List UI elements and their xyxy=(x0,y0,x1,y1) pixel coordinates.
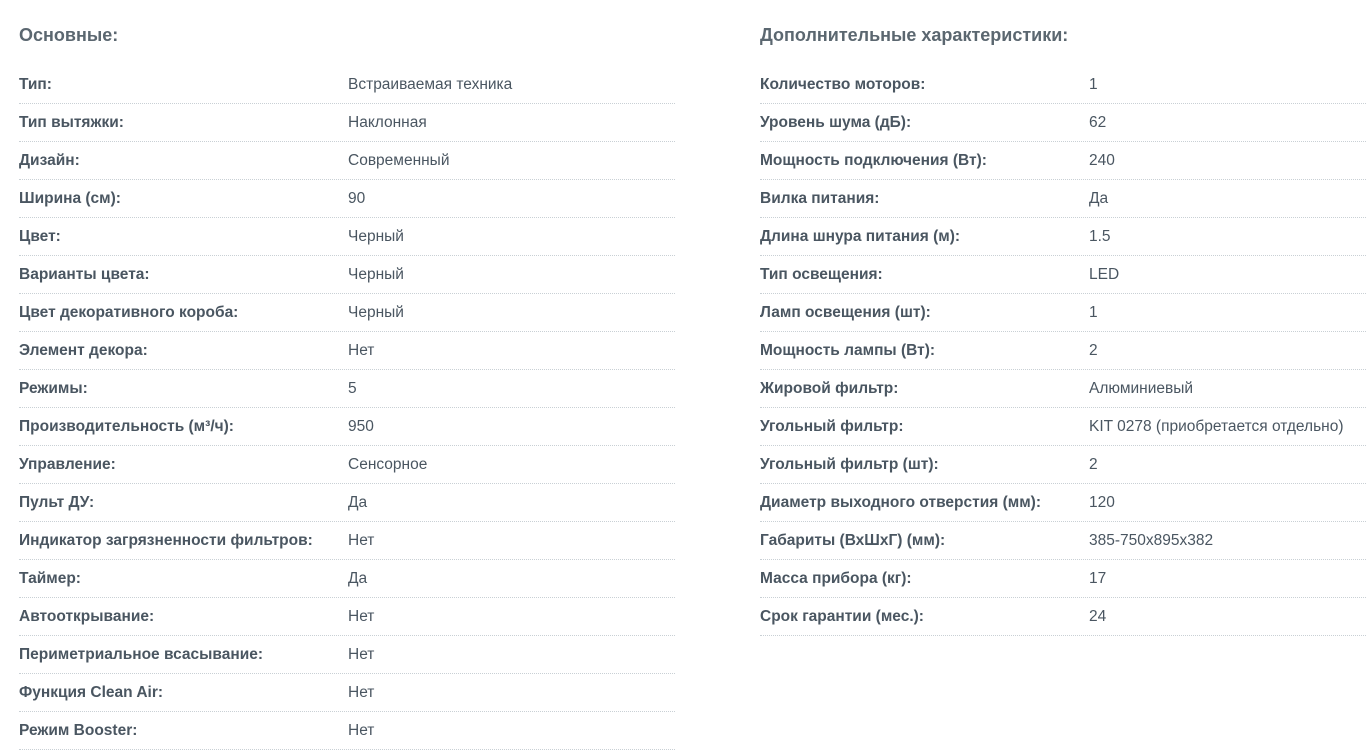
spec-value: 1 xyxy=(1089,75,1098,93)
spec-value: 240 xyxy=(1089,151,1115,169)
spec-label: Производительность (м³/ч): xyxy=(19,417,234,435)
spec-label: Уровень шума (дБ): xyxy=(760,113,912,131)
spec-row xyxy=(760,598,1366,636)
spec-value: 2 xyxy=(1089,341,1098,359)
spec-label: Функция Clean Air: xyxy=(19,683,164,701)
spec-label: Цвет декоративного короба: xyxy=(19,303,239,321)
spec-label: Угольный фильтр: xyxy=(760,417,904,435)
spec-row xyxy=(19,674,675,712)
spec-row xyxy=(19,560,675,598)
spec-row xyxy=(19,142,675,180)
spec-value: Алюминиевый xyxy=(1089,379,1194,397)
spec-value: Встраиваемая техника xyxy=(348,75,513,93)
spec-label: Тип освещения: xyxy=(760,265,883,283)
spec-row xyxy=(19,522,675,560)
spec-row xyxy=(760,218,1366,256)
spec-value: 385-750x895x382 xyxy=(1089,531,1214,549)
spec-value: Современный xyxy=(348,151,450,169)
spec-row xyxy=(760,332,1366,370)
spec-value: LED xyxy=(1089,265,1120,283)
spec-label: Мощность подключения (Вт): xyxy=(760,151,987,169)
spec-label: Ламп освещения (шт): xyxy=(760,303,931,321)
spec-label: Длина шнура питания (м): xyxy=(760,227,961,245)
extra-specs-title: Дополнительные характеристики: xyxy=(760,25,1069,45)
spec-label: Варианты цвета: xyxy=(19,265,150,283)
spec-label: Угольный фильтр (шт): xyxy=(760,455,939,473)
spec-label: Масса прибора (кг): xyxy=(760,569,912,587)
basic-specs-list xyxy=(19,66,675,750)
spec-value: Да xyxy=(348,569,368,587)
basic-specs-title: Основные: xyxy=(19,25,119,45)
spec-value: Нет xyxy=(348,683,375,701)
spec-row xyxy=(19,180,675,218)
spec-row xyxy=(760,256,1366,294)
spec-value: 17 xyxy=(1089,569,1107,587)
spec-label: Дизайн: xyxy=(19,151,80,169)
spec-row xyxy=(19,66,675,104)
spec-label: Тип вытяжки: xyxy=(19,113,124,131)
spec-label: Таймер: xyxy=(19,569,81,587)
spec-row xyxy=(19,294,675,332)
spec-value: Нет xyxy=(348,531,375,549)
spec-row xyxy=(760,522,1366,560)
spec-label: Вилка питания: xyxy=(760,189,880,207)
spec-row xyxy=(19,598,675,636)
spec-value: KIT 0278 (приобретается отдельно) xyxy=(1089,417,1344,435)
spec-row xyxy=(760,446,1366,484)
spec-row xyxy=(760,370,1366,408)
spec-row xyxy=(19,408,675,446)
spec-value: Черный xyxy=(348,265,404,283)
extra-specs-list xyxy=(760,66,1366,636)
spec-value: 1.5 xyxy=(1089,227,1111,245)
spec-value: 120 xyxy=(1089,493,1115,511)
spec-row xyxy=(19,446,675,484)
spec-label: Ширина (см): xyxy=(19,189,121,207)
spec-row xyxy=(760,408,1366,446)
spec-label: Габариты (ВхШхГ) (мм): xyxy=(760,531,946,549)
spec-row xyxy=(760,560,1366,598)
spec-label: Автооткрывание: xyxy=(19,607,155,625)
spec-value: Да xyxy=(348,493,368,511)
spec-row xyxy=(19,104,675,142)
spec-row xyxy=(760,104,1366,142)
spec-value: 950 xyxy=(348,417,374,435)
spec-label: Периметриальное всасывание: xyxy=(19,645,264,663)
spec-row xyxy=(19,484,675,522)
spec-row xyxy=(760,142,1366,180)
spec-row xyxy=(760,66,1366,104)
spec-row xyxy=(19,332,675,370)
spec-label: Управление: xyxy=(19,455,116,473)
spec-label: Элемент декора: xyxy=(19,341,148,359)
spec-value: 24 xyxy=(1089,607,1107,625)
spec-label: Мощность лампы (Вт): xyxy=(760,341,936,359)
spec-row xyxy=(19,712,675,750)
spec-value: 62 xyxy=(1089,113,1107,131)
spec-label: Цвет: xyxy=(19,227,61,245)
spec-row xyxy=(19,636,675,674)
spec-value: Да xyxy=(1089,189,1109,207)
spec-row xyxy=(760,180,1366,218)
spec-value: 2 xyxy=(1089,455,1098,473)
spec-label: Индикатор загрязненности фильтров: xyxy=(19,531,313,549)
spec-label: Срок гарантии (мес.): xyxy=(760,607,924,625)
spec-label: Тип: xyxy=(19,75,52,93)
spec-row xyxy=(760,294,1366,332)
spec-value: Сенсорное xyxy=(348,455,428,473)
spec-row xyxy=(19,218,675,256)
spec-label: Количество моторов: xyxy=(760,75,926,93)
spec-row xyxy=(19,370,675,408)
spec-label: Диаметр выходного отверстия (мм): xyxy=(760,493,1041,511)
spec-value: Черный xyxy=(348,227,404,245)
spec-row xyxy=(19,256,675,294)
spec-value: Нет xyxy=(348,607,375,625)
spec-value: 5 xyxy=(348,379,357,397)
spec-value: 90 xyxy=(348,189,366,207)
spec-row xyxy=(760,484,1366,522)
spec-value: Черный xyxy=(348,303,404,321)
spec-value: Наклонная xyxy=(348,113,427,131)
spec-value: Нет xyxy=(348,645,375,663)
spec-label: Режим Booster: xyxy=(19,721,138,739)
spec-value: 1 xyxy=(1089,303,1098,321)
spec-value: Нет xyxy=(348,721,375,739)
spec-label: Жировой фильтр: xyxy=(760,379,899,397)
spec-label: Пульт ДУ: xyxy=(19,493,95,511)
spec-value: Нет xyxy=(348,341,375,359)
spec-label: Режимы: xyxy=(19,379,88,397)
